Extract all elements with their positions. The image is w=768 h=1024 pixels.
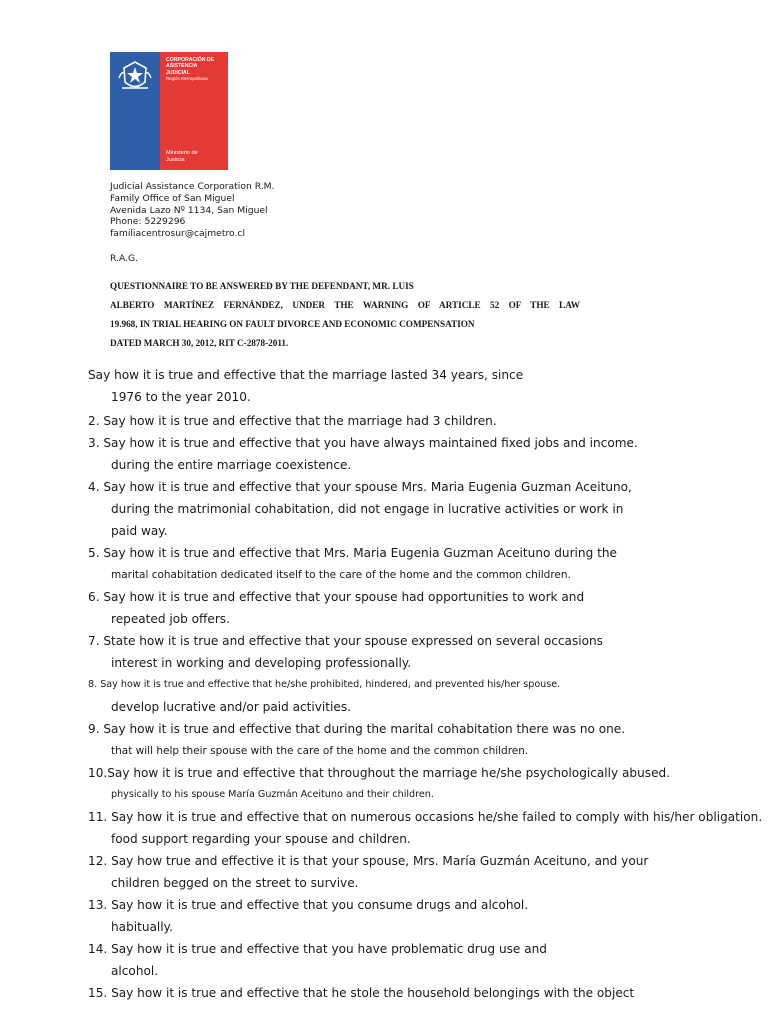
question-line: repeated job offers. [111,612,230,626]
question-line: 9. Say how it is true and effective that during the marital cohabitation there was no one. [88,722,626,736]
chile-coat-of-arms-icon [116,58,154,96]
title-line: 19.968, IN TRIAL HEARING ON FAULT DIVORCE AND ECONOMIC COMPENSATION [110,319,475,329]
logo-corp-line: CORPORACIÓN DE [166,57,215,63]
logo-red-panel [160,52,228,170]
address-phone: Phone: 5229296 [110,216,186,228]
title-line: DATED MARCH 30, 2012, RIT C-2878-2011. [110,338,289,348]
question-line: food support regarding your spouse and children. [111,832,411,846]
question-line: 2. Say how it is true and effective that the marriage had 3 children. [88,414,497,428]
question-line: physically to his spouse María Guzmán Aceituno and their children. [111,789,434,800]
address-block [110,181,275,240]
question-line: during the entire marriage coexistence. [111,458,352,472]
logo-corp-line: ASISTENCIA [166,63,198,70]
cajmetro-logo [110,52,228,170]
question-line: interest in working and developing professionally. [111,656,412,670]
question-line: that will help their spouse with the care of the home and the common children. [111,745,529,757]
address-line: Family Office of San Miguel [110,192,235,204]
question-line: 11. Say how it is true and effective that on numerous occasions he/she failed to comply with his/her obligation. [88,810,763,824]
question-line: 1976 to the year 2010. [111,390,251,404]
address-line: Avenida Lazo Nº 1134, San Miguel [110,204,268,216]
question-line: Say how it is true and effective that the marriage lasted 34 years, since [88,368,524,382]
questionnaire-title [110,277,580,353]
question-line: habitually. [111,920,173,934]
question-line: 15. Say how it is true and effective that he stole the household belongings with the object [88,986,635,1000]
question-line: 7. State how it is true and effective that your spouse expressed on several occasions [88,634,603,648]
logo-ministry-line: Justicia [166,157,185,163]
address-email: familiacentrosur@cajmetro.cl [110,228,245,240]
question-line: children begged on the street to survive. [111,876,359,890]
title-line: QUESTIONNAIRE TO BE ANSWERED BY THE DEFENDANT, MR. LUIS [110,281,414,291]
question-line: alcohol. [111,964,159,978]
author-initials: R.A.G. [110,253,139,264]
question-line: 5. Say how it is true and effective that Mrs. Maria Eugenia Guzman Aceituno during the [88,546,617,560]
question-line: 14. Say how it is true and effective that you have problematic drug use and [88,942,547,956]
question-line: paid way. [111,524,168,538]
logo-corp-line: JUDICIAL [166,69,190,76]
question-line: develop lucrative and/or paid activities. [111,700,351,714]
logo-corp-name [166,57,214,83]
address-line: Judicial Assistance Corporation R.M. [110,181,275,192]
question-line: marital cohabitation dedicated itself to the care of the home and the common children. [111,569,571,581]
title-line: ALBERTO MARTÍNEZ FERNÁNDEZ, UNDER THE WARNING OF ARTICLE 52 OF THE LAW [110,300,580,310]
logo-ministry [166,150,198,164]
logo-blue-panel [110,52,160,170]
logo-region: Región Metropolitana [166,76,208,82]
question-line: during the matrimonial cohabitation, did not engage in lucrative activities or work in [111,502,624,516]
question-line: 13. Say how it is true and effective that you consume drugs and alcohol. [88,898,529,912]
question-line: 3. Say how it is true and effective that you have always maintained fixed jobs and income. [88,436,638,450]
question-line: 4. Say how it is true and effective that your spouse Mrs. Maria Eugenia Guzman Aceituno, [88,480,632,494]
question-line: 8. Say how it is true and effective that he/she prohibited, hindered, and prevented his/her spouse. [88,679,561,690]
question-line: 6. Say how it is true and effective that your spouse had opportunities to work and [88,590,585,604]
question-line: 12. Say how true and effective it is that your spouse, Mrs. María Guzmán Aceituno, and your [88,854,649,868]
logo-ministry-line: Ministerio de [166,150,198,156]
question-line: 10.Say how it is true and effective that throughout the marriage he/she psychologically abused. [88,766,671,780]
